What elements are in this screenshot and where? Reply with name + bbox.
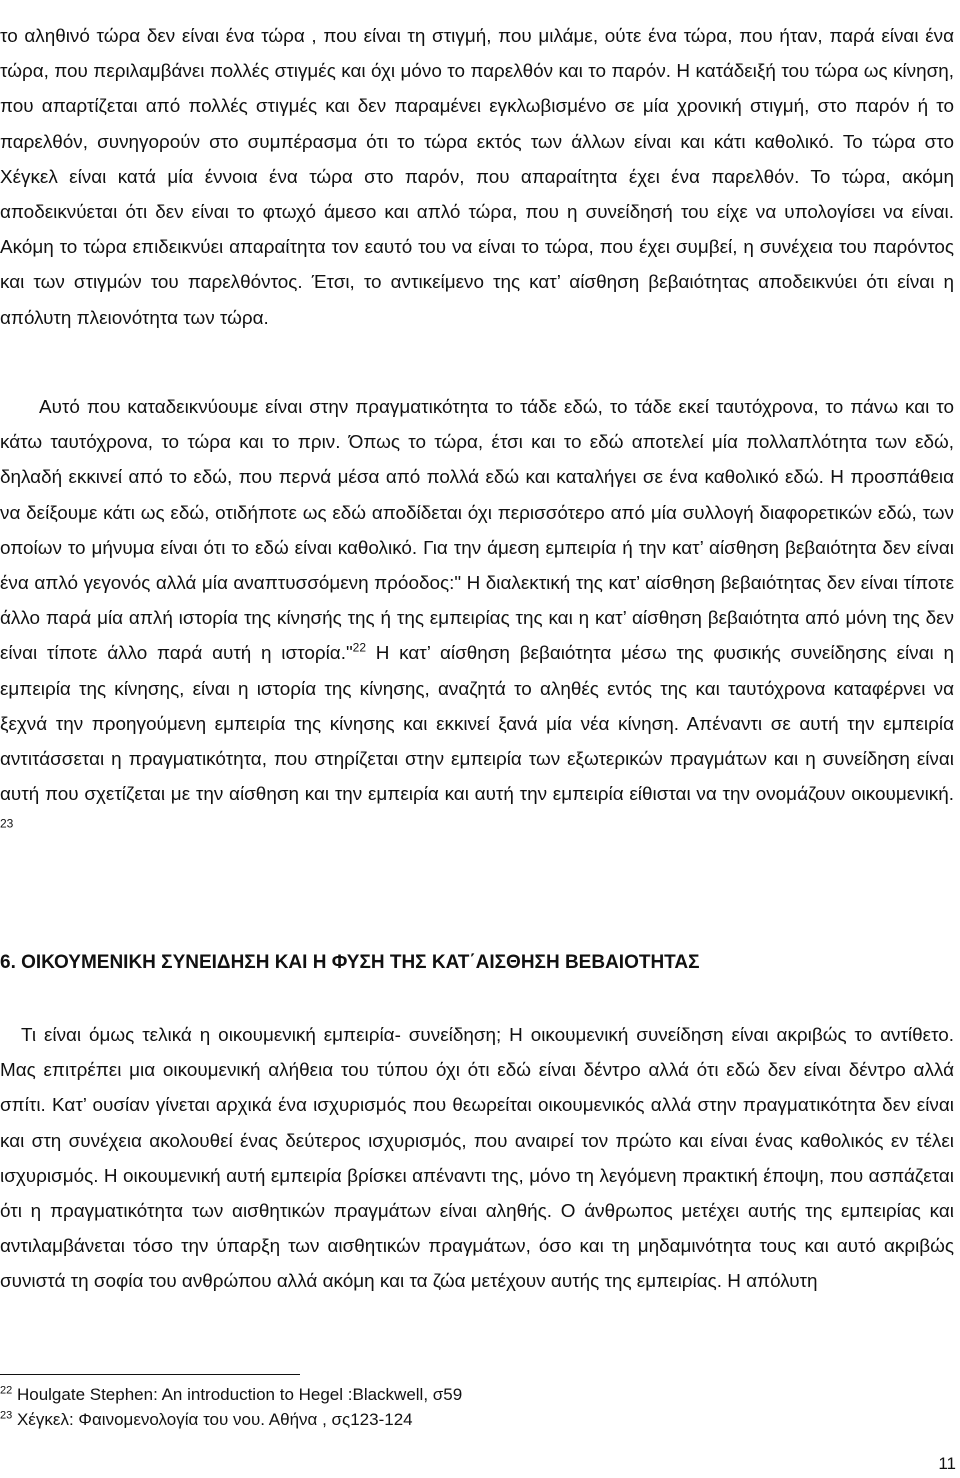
section-heading: 6. ΟΙΚΟΥΜΕΝΙΚΗ ΣΥΝΕΙΔΗΣΗ ΚΑΙ Η ΦΥΣΗ ΤΗΣ ΚΑΤ΄ΑΙΣΘΗΣΗ ΒΕΒΑΙΟΤΗΤΑΣ	[0, 952, 700, 973]
paragraph-2-text	[0, 390, 954, 848]
paragraph-3	[0, 999, 954, 1318]
paragraph-2-segment-2: Η κατ’ αίσθηση βεβαιότητα μέσω της φυσικής συνείδησης είναι η εμπειρία της κίνησης, είναι η ιστορία της κίνησης, αναζητά το αληθές εντός της και ταυτόχρονα καταφέρνει να ξεχνά την προηγούμενη εμπειρία της κίνησης και εκκινεί ξανά μία νέα κίνηση. Απέναντι σε αυτή την εμπειρία αντιτάσσεται η πραγματικότητα, που στηρίζεται στην εμπειρία των εξωτερικών πραγμάτων και η συνείδηση είναι αυτή που σχετίζεται με την αίσθηση και την εμπειρία και αυτή την εμπειρία είθισται να την ονομάζουν οικουμενική.	[0, 643, 954, 806]
footnotes	[0, 1382, 462, 1432]
paragraph-1-text	[0, 19, 954, 336]
footnote-separator	[0, 1374, 300, 1375]
footnote-23	[0, 1407, 462, 1432]
paragraph-1	[0, 0, 954, 355]
paragraph-2-segment-1: Αυτό που καταδεικνύουμε είναι στην πραγματικότητα το τάδε εδώ, το τάδε εκεί ταυτόχρονα, το πάνω και το κάτω ταυτόχρονα, το τώρα και το πριν. Όπως το τώρα, έτσι και το εδώ αποτελεί μία πολλαπλότητα των εδώ, δηλαδή εκκινεί από το εδώ, που περνά μέσα από πολλά εδώ και καταλήγει σε ένα καθολικό εδώ. Η προσπάθεια να δείξουμε κάτι ως εδώ, οτιδήποτε ως εδώ αποδίδεται όχι περισσότερο από μία συλλογή διαφορετικών εδώ, των οποίων το μήνυμα είναι ότι το εδώ είναι καθολικό. Για την άμεση εμπειρία ή την κατ’ αίσθηση βεβαιότητα δεν είναι ένα απλό γεγονός αλλά μία αναπτυσσόμενη πρόοδος:" Η διαλεκτική της κατ’ αίσθηση βεβαιότητας δεν είναι τίποτε άλλο παρά μία απλή ιστορία της κίνησής της ή της εμπειρίας της και η κατ’ αίσθηση βεβαιότητα από μόνη της δεν είναι τίποτε άλλο παρά αυτή η ιστορία."	[0, 396, 954, 665]
footnote-number: 22	[0, 1384, 13, 1397]
page-number: 11	[938, 1454, 956, 1473]
footnote-ref-22[interactable]: 22	[352, 641, 367, 656]
footnote-ref-23[interactable]: 23	[0, 817, 14, 832]
footnote-22	[0, 1382, 462, 1407]
footnote-text: Χέγκελ: Φαινομενολογία του νου. Αθήνα , σς123-124	[12, 1410, 413, 1429]
paragraph-2	[0, 371, 954, 866]
paragraph-1-segment: το αληθινό τώρα δεν είναι ένα τώρα , που είναι τη στιγμή, που μιλάμε, ούτε ένα τώρα, που ήταν, παρά είναι ένα τώρα, που περιλαμβάνει πολλές στιγμές και όχι μόνο το παρελθόν και το παρόν. Η κατάδειξή του τώρα ως κίνηση, που απαρτίζεται από πολλές στιγμές και δεν παραμένει εγκλωβισμένο σε μία χρονική στιγμή, στο παρόν ή το παρελθόν, συνηγορούν στο συμπέρασμα ότι το τώρα εκτός των άλλων είναι και κάτι καθολικό. Το τώρα στο Χέγκελ είναι κατά μία έννοια ένα τώρα στο παρόν, που απαραίτητα έχει ένα παρελθόν. Το τώρα, ακόμη αποδεικνύεται ότι δεν είναι το φτωχό άμεσο και απλό τώρα, που η συνείδησή του είχε να υπολογίσει να είναι. Ακόμη το τώρα επιδεικνύει απαραίτητα τον εαυτό του να είναι το τώρα, που έχει συμβεί, η συνέχεια του παρόντος και των στιγμών του παρελθόντος. Έτσι, το αντικείμενο της κατ’ αίσθηση βεβαιότητας αποδεικνύει ότι είναι η απόλυτη πλειονότητα των τώρα.	[0, 25, 954, 329]
paragraph-3-text: Τι είναι όμως τελικά η οικουμενική εμπειρία- συνείδηση; Η οικουμενική συνείδηση είναι ακριβώς το αντίθετο. Μας επιτρέπει μια οικουμενική αλήθεια του τύπου όχι ότι εδώ είναι δέντρο αλλά ότι εδώ δεν είναι δέντρο αλλά σπίτι. Κατ’ ουσίαν γίνεται αρχικά ένα ισχυρισμός που θεωρείται οικουμενικός αλλά στην πραγματικότητα δεν είναι και στη συνέχεια ακολουθεί ένας δεύτερος ισχυρισμός, που αναιρεί τον πρώτο και είναι ένας καθολικός εν τέλει ισχυρισμός. Η οικουμενική αυτή εμπειρία βρίσκει απέναντι της, μόνο τη λεγόμενη πρακτική έποψη, που ασπάζεται ότι η πραγματικότητα των αισθητικών πραγμάτων είναι αληθής. Ο άνθρωπος μετέχει αυτής της εμπειρίας και αντιλαμβάνεται τόσο την ύπαρξη των αισθητικών πραγμάτων, όσο και τη μηδαμινότητα τους και αυτό ακριβώς συνιστά τη σοφία του ανθρώπου αλλά ακόμη και τα ζώα μετέχουν αυτής της εμπειρίας. Η απόλυτη	[0, 1024, 954, 1293]
footnote-text: Houlgate Stephen: An introduction to Hegel :Blackwell, σ59	[12, 1385, 463, 1404]
footnote-number: 23	[0, 1409, 13, 1422]
